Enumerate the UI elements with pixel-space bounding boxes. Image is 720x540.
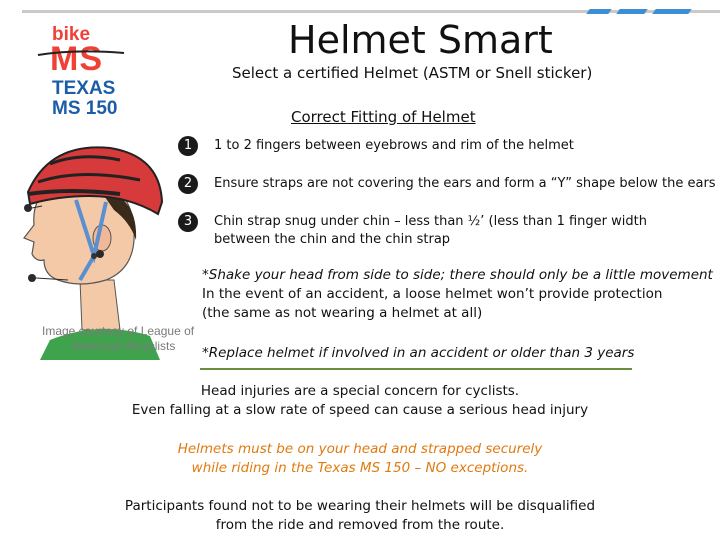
helmet-rule-block [60, 440, 660, 478]
page-subtitle: Select a certified Helmet (ASTM or Snell sticker) [232, 64, 593, 82]
header-accent-1 [586, 9, 612, 14]
head-injuries-line-1: Head injuries are a special concern for cyclists. [200, 383, 520, 399]
replace-note: *Replace helmet if involved in an accident or older than 3 years [202, 345, 635, 361]
logo-bike-text: bike [52, 24, 91, 45]
step-3-number: 3 [178, 212, 198, 232]
image-credit-line-2: American Bicyclists [72, 339, 176, 353]
image-credit-line-1: Image courtesy of League of [42, 324, 195, 338]
shake-note-line-3: (the same as not wearing a helmet at all) [202, 305, 483, 321]
image-credit [42, 324, 194, 354]
header-accent-2 [616, 9, 648, 14]
step-2-number: 2 [178, 174, 198, 194]
header-rule [22, 10, 720, 13]
disqualify-block [60, 497, 660, 535]
head-injuries-line-2: Even falling at a slow rate of speed can cause a serious head injury [131, 402, 589, 418]
step-3-text-line-2: between the chin and the chin strap [214, 232, 451, 247]
disqualify-line-1: Participants found not to be wearing their helmets will be disqualified [124, 498, 596, 514]
step-1-number: 1 [178, 136, 198, 156]
logo-ms150-text: MS 150 [52, 98, 118, 119]
step-3-text-line-1: Chin strap snug under chin – less than ½’ (less than 1 finger width [214, 214, 647, 229]
fitting-heading: Correct Fitting of Helmet [291, 108, 476, 126]
helmet-rule-line-1: Helmets must be on your head and strapped securely [177, 441, 543, 457]
head-injuries-block [60, 382, 660, 420]
shake-note-line-2: In the event of an accident, a loose helmet won’t provide protection [202, 286, 663, 302]
section-divider [200, 368, 632, 370]
logo-ms-text: MS [50, 40, 103, 78]
step-2-text: Ensure straps are not covering the ears and form a “Y” shape below the ears [214, 176, 716, 191]
helmet-rule-line-2: while riding in the Texas MS 150 – NO exceptions. [191, 460, 529, 476]
page-title: Helmet Smart [288, 18, 553, 62]
shake-note-line-1: *Shake your head from side to side; there should only be a little movement [202, 267, 713, 283]
logo-swoosh-icon [36, 47, 126, 61]
step-1-text: 1 to 2 fingers between eyebrows and rim of the helmet [214, 138, 574, 153]
logo-texas-text: TEXAS [52, 78, 116, 99]
header-accent-3 [652, 9, 692, 14]
disqualify-line-2: from the ride and removed from the route. [215, 517, 505, 533]
